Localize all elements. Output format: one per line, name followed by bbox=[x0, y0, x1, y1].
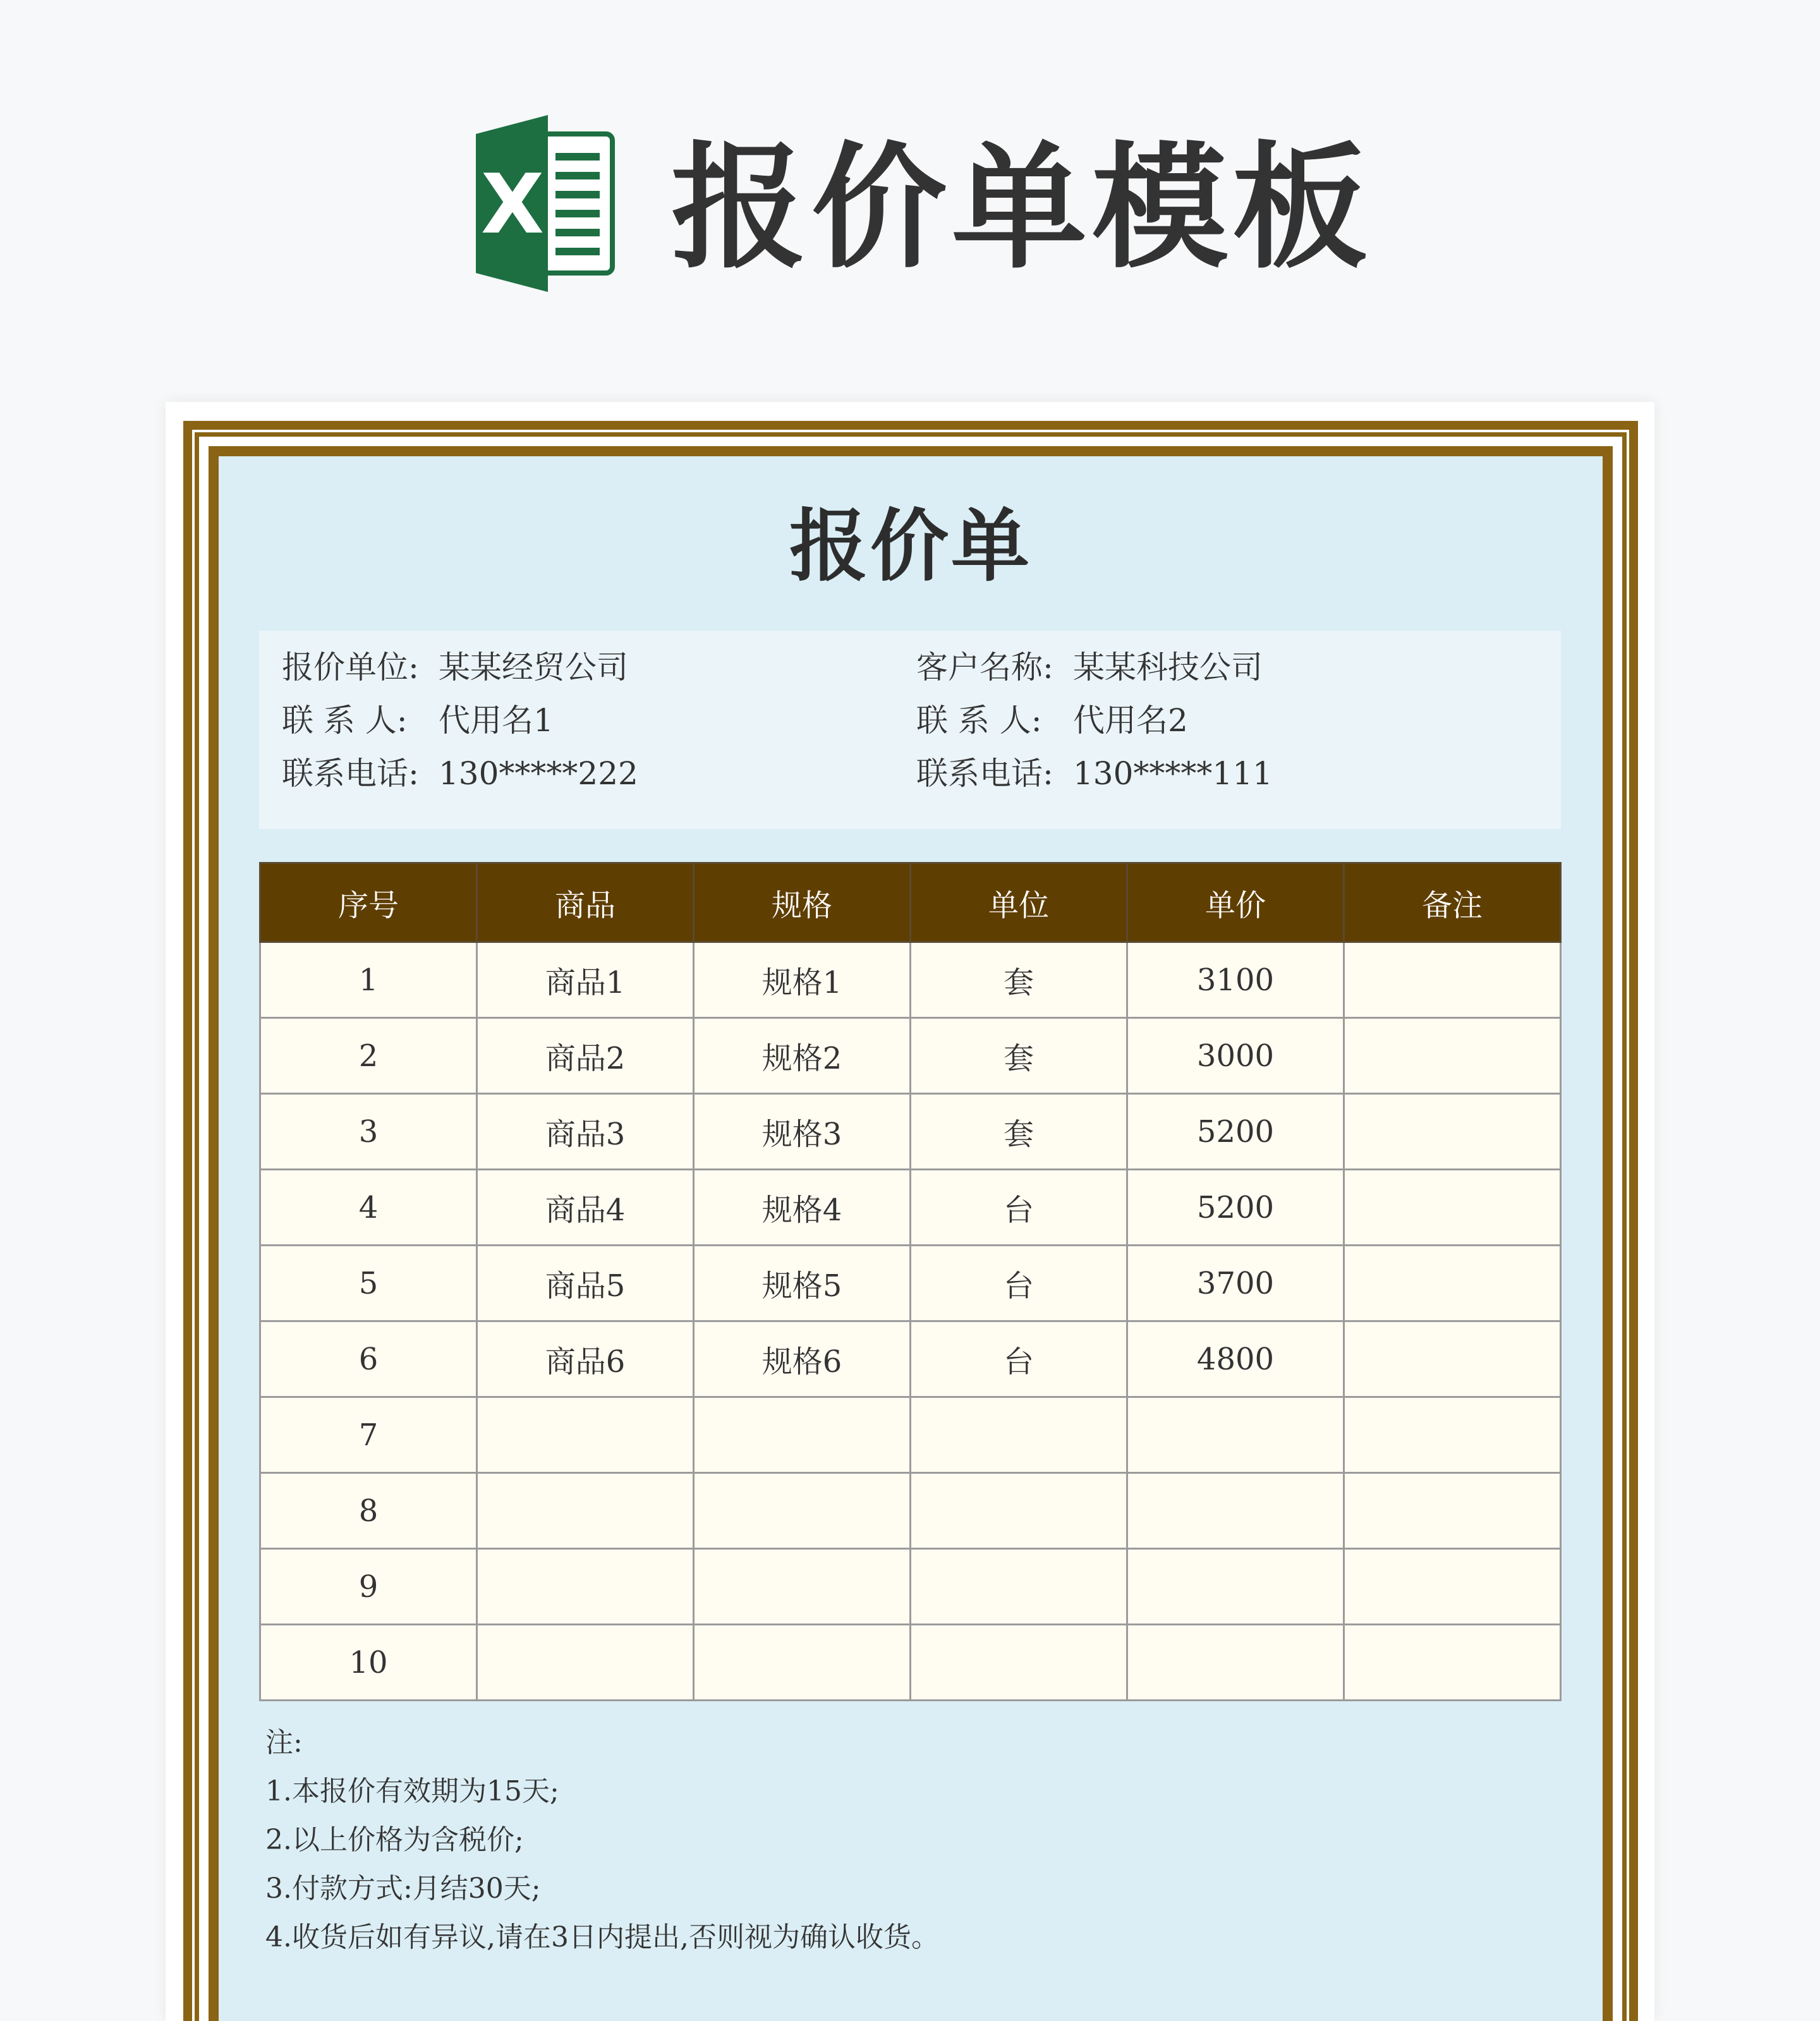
cell-spec bbox=[694, 1625, 911, 1701]
cell-remark bbox=[1344, 1473, 1561, 1549]
cell-remark bbox=[1344, 1397, 1561, 1473]
excel-icon-letter: X bbox=[480, 156, 545, 252]
seller-company-label: 报价单位: bbox=[282, 649, 419, 686]
cell-index: 8 bbox=[260, 1473, 477, 1549]
column-header-index: 序号 bbox=[260, 863, 477, 942]
cell-index: 4 bbox=[260, 1170, 477, 1246]
cell-unit: 套 bbox=[911, 1094, 1127, 1170]
cell-spec bbox=[694, 1473, 911, 1549]
column-header-spec: 规格 bbox=[694, 863, 911, 942]
excel-icon bbox=[471, 112, 615, 294]
cell-index: 6 bbox=[260, 1321, 477, 1397]
table-row bbox=[260, 1094, 1561, 1170]
cell-unit bbox=[911, 1397, 1127, 1473]
cell-product: 商品1 bbox=[477, 942, 694, 1018]
notes-heading: 注: bbox=[265, 1727, 303, 1759]
cell-product bbox=[477, 1397, 694, 1473]
cell-product: 商品4 bbox=[477, 1170, 694, 1246]
cell-price: 5200 bbox=[1127, 1170, 1344, 1246]
table-row bbox=[260, 1549, 1561, 1625]
cell-unit bbox=[911, 1625, 1127, 1701]
cell-index: 9 bbox=[260, 1549, 477, 1625]
table-row bbox=[260, 1397, 1561, 1473]
cell-index: 7 bbox=[260, 1397, 477, 1473]
seller-company-value: 某某经贸公司 bbox=[439, 649, 628, 686]
cell-spec: 规格2 bbox=[694, 1018, 911, 1094]
cell-product: 商品3 bbox=[477, 1094, 694, 1170]
cell-product: 商品6 bbox=[477, 1321, 694, 1397]
table-row bbox=[260, 1246, 1561, 1321]
cell-remark bbox=[1344, 1018, 1561, 1094]
cell-index: 1 bbox=[260, 942, 477, 1018]
seller-phone-value: 130*****222 bbox=[439, 755, 638, 792]
cell-index: 5 bbox=[260, 1246, 477, 1321]
quote-table-header bbox=[260, 863, 1561, 942]
cell-price: 4800 bbox=[1127, 1321, 1344, 1397]
customer-name-row bbox=[916, 641, 1273, 694]
cell-spec: 规格5 bbox=[694, 1246, 911, 1321]
customer-contact-label: 联 系 人: bbox=[916, 702, 1042, 739]
seller-company-row bbox=[282, 641, 638, 694]
column-header-remark: 备注 bbox=[1344, 863, 1561, 942]
seller-contact-label: 联 系 人: bbox=[282, 702, 408, 739]
note-line: 3.付款方式:月结30天; bbox=[265, 1872, 541, 1905]
cell-remark bbox=[1344, 1246, 1561, 1321]
cell-remark bbox=[1344, 1549, 1561, 1625]
cell-unit bbox=[911, 1549, 1127, 1625]
cell-spec bbox=[694, 1397, 911, 1473]
customer-phone-row bbox=[916, 747, 1273, 800]
cell-remark bbox=[1344, 1094, 1561, 1170]
cell-spec: 规格4 bbox=[694, 1170, 911, 1246]
cell-index: 10 bbox=[260, 1625, 477, 1701]
cell-spec bbox=[694, 1549, 911, 1625]
customer-name-label: 客户名称: bbox=[916, 649, 1053, 686]
note-line: 1.本报价有效期为15天; bbox=[265, 1775, 559, 1807]
seller-info bbox=[282, 641, 638, 800]
table-row bbox=[260, 942, 1561, 1018]
quote-table-body bbox=[260, 942, 1561, 1701]
customer-phone-label: 联系电话: bbox=[916, 755, 1053, 792]
cell-index: 2 bbox=[260, 1018, 477, 1094]
cell-unit bbox=[911, 1473, 1127, 1549]
cell-product: 商品2 bbox=[477, 1018, 694, 1094]
cell-remark bbox=[1344, 942, 1561, 1018]
table-header-row bbox=[260, 863, 1561, 942]
customer-phone-value: 130*****111 bbox=[1073, 755, 1273, 792]
column-header-product: 商品 bbox=[477, 863, 694, 942]
column-header-unit: 单位 bbox=[911, 863, 1127, 942]
cell-remark bbox=[1344, 1625, 1561, 1701]
cell-unit: 台 bbox=[911, 1321, 1127, 1397]
seller-phone-label: 联系电话: bbox=[282, 755, 419, 792]
table-row bbox=[260, 1170, 1561, 1246]
cell-price bbox=[1127, 1473, 1344, 1549]
cell-price bbox=[1127, 1625, 1344, 1701]
cell-product: 商品5 bbox=[477, 1246, 694, 1321]
customer-contact-value: 代用名2 bbox=[1073, 702, 1188, 739]
cell-unit: 台 bbox=[911, 1246, 1127, 1321]
seller-phone-row bbox=[282, 747, 638, 800]
cell-price: 5200 bbox=[1127, 1094, 1344, 1170]
seller-contact-row bbox=[282, 694, 638, 747]
table-row bbox=[260, 1018, 1561, 1094]
cell-spec: 规格1 bbox=[694, 942, 911, 1018]
cell-price: 3100 bbox=[1127, 942, 1344, 1018]
cell-unit: 台 bbox=[911, 1170, 1127, 1246]
seller-contact-value: 代用名1 bbox=[439, 702, 554, 739]
cell-remark bbox=[1344, 1321, 1561, 1397]
cell-product bbox=[477, 1473, 694, 1549]
cell-spec: 规格3 bbox=[694, 1094, 911, 1170]
table-row bbox=[260, 1473, 1561, 1549]
cell-unit: 套 bbox=[911, 942, 1127, 1018]
cell-index: 3 bbox=[260, 1094, 477, 1170]
column-header-price: 单价 bbox=[1127, 863, 1344, 942]
info-panel bbox=[259, 631, 1561, 829]
cell-price bbox=[1127, 1549, 1344, 1625]
customer-name-value: 某某科技公司 bbox=[1073, 649, 1263, 686]
cell-product bbox=[477, 1625, 694, 1701]
cell-product bbox=[477, 1549, 694, 1625]
cell-price bbox=[1127, 1397, 1344, 1473]
cell-price: 3000 bbox=[1127, 1018, 1344, 1094]
quote-title: 报价单 bbox=[789, 501, 1032, 592]
cell-unit: 套 bbox=[911, 1018, 1127, 1094]
page-header bbox=[0, 0, 1820, 379]
table-row bbox=[260, 1321, 1561, 1397]
customer-info bbox=[916, 641, 1273, 800]
cell-remark bbox=[1344, 1170, 1561, 1246]
note-line: 2.以上价格为含税价; bbox=[265, 1824, 524, 1856]
note-line: 4.收货后如有异议,请在3日内提出,否则视为确认收货。 bbox=[265, 1921, 939, 1953]
table-row bbox=[260, 1625, 1561, 1701]
customer-contact-row bbox=[916, 694, 1273, 747]
notes bbox=[265, 1718, 1555, 1961]
cell-spec: 规格6 bbox=[694, 1321, 911, 1397]
quote-table bbox=[259, 862, 1562, 1701]
page-title: 报价单模板 bbox=[671, 130, 1373, 287]
cell-price: 3700 bbox=[1127, 1246, 1344, 1321]
